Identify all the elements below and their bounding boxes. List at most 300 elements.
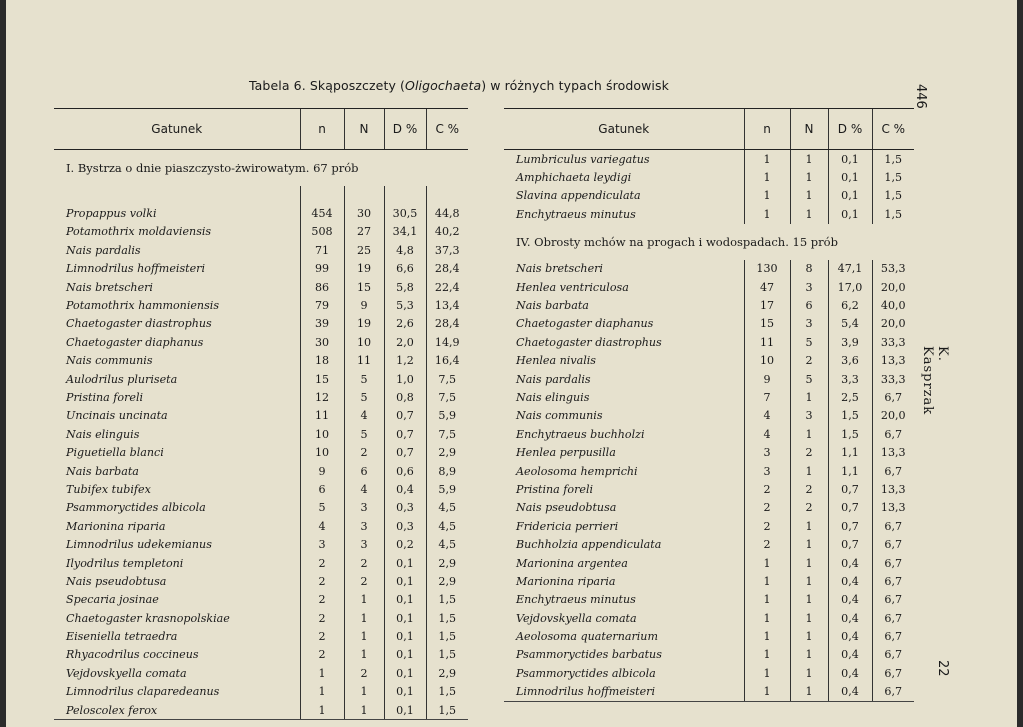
count-n: 9 xyxy=(744,370,790,388)
dominance: 3,6 xyxy=(828,352,872,370)
count-n: 6 xyxy=(300,480,344,498)
count-n: 2 xyxy=(744,499,790,517)
dominance: 0,1 xyxy=(828,150,872,169)
count-N: 2 xyxy=(790,352,828,370)
header-n: n xyxy=(300,109,344,150)
dominance: 0,1 xyxy=(384,609,426,627)
count-n: 79 xyxy=(300,296,344,314)
dominance: 5,8 xyxy=(384,278,426,296)
table-row xyxy=(504,150,914,169)
table-row xyxy=(504,591,914,609)
header-n: n xyxy=(744,109,790,150)
constancy: 28,4 xyxy=(426,260,468,278)
constancy: 13,3 xyxy=(872,480,914,498)
header-N: N xyxy=(790,109,828,150)
count-n: 454 xyxy=(300,204,344,222)
count-N: 2 xyxy=(344,664,384,682)
constancy: 6,7 xyxy=(872,517,914,535)
constancy: 6,7 xyxy=(872,609,914,627)
table-row xyxy=(504,683,914,702)
constancy: 6,7 xyxy=(872,627,914,645)
constancy: 37,3 xyxy=(426,241,468,259)
constancy: 40,0 xyxy=(872,296,914,314)
header-species: Gatunek xyxy=(504,109,744,150)
constancy: 1,5 xyxy=(872,205,914,223)
count-N: 1 xyxy=(344,609,384,627)
constancy: 6,7 xyxy=(872,664,914,682)
constancy: 7,5 xyxy=(426,370,468,388)
spacer-cell xyxy=(384,186,426,204)
section-row xyxy=(504,224,914,260)
table-row xyxy=(54,499,468,517)
table-row xyxy=(54,333,468,351)
count-N: 1 xyxy=(790,388,828,406)
count-N: 1 xyxy=(790,646,828,664)
species-name: Potamothrix hammoniensis xyxy=(66,299,220,313)
count-n: 7 xyxy=(744,388,790,406)
section-row xyxy=(54,150,468,187)
count-n: 4 xyxy=(744,407,790,425)
spacer-cell xyxy=(54,186,300,204)
header-D: D % xyxy=(828,109,872,150)
table-row xyxy=(54,701,468,720)
count-n: 1 xyxy=(744,205,790,223)
species-name: Limnodrilus claparedeanus xyxy=(66,685,220,699)
table-row xyxy=(54,554,468,572)
constancy: 5,9 xyxy=(426,480,468,498)
species-name: Nais pseudobtusa xyxy=(516,501,617,515)
constancy: 4,5 xyxy=(426,535,468,553)
table-row xyxy=(54,535,468,553)
count-N: 1 xyxy=(344,683,384,701)
count-n: 2 xyxy=(744,535,790,553)
table-row xyxy=(54,315,468,333)
spacer-cell xyxy=(300,186,344,204)
species-name: Nais elinguis xyxy=(516,390,590,404)
species-name: Henlea ventriculosa xyxy=(516,280,629,294)
dominance: 0,4 xyxy=(828,554,872,572)
constancy: 1,5 xyxy=(426,701,468,720)
species-name: Marionina riparia xyxy=(66,519,166,533)
species-name: Chaetogaster diastrophus xyxy=(516,335,662,349)
count-N: 9 xyxy=(344,296,384,314)
table-row xyxy=(54,241,468,259)
header-species: Gatunek xyxy=(54,109,300,150)
count-N: 5 xyxy=(344,370,384,388)
species-name: Chaetogaster diaphanus xyxy=(66,335,204,349)
count-n: 3 xyxy=(300,535,344,553)
count-n: 17 xyxy=(744,296,790,314)
constancy: 6,7 xyxy=(872,425,914,443)
count-n: 99 xyxy=(300,260,344,278)
species-name: Henlea perpusilla xyxy=(516,446,616,460)
count-n: 1 xyxy=(744,646,790,664)
count-N: 1 xyxy=(344,591,384,609)
dominance: 0,1 xyxy=(384,591,426,609)
count-n: 2 xyxy=(744,480,790,498)
dominance: 0,7 xyxy=(828,535,872,553)
dominance: 3,3 xyxy=(828,370,872,388)
count-N: 3 xyxy=(344,517,384,535)
constancy: 28,4 xyxy=(426,315,468,333)
constancy: 13,3 xyxy=(872,443,914,461)
count-n: 1 xyxy=(300,664,344,682)
section-title: IV. Obrosty mchów na progach i wodospadach. 15 prób xyxy=(516,234,838,249)
species-name: Psammoryctides barbatus xyxy=(516,648,662,662)
table-row xyxy=(54,517,468,535)
species-name: Nais elinguis xyxy=(66,427,140,441)
dominance: 0,2 xyxy=(384,535,426,553)
dominance: 0,4 xyxy=(828,609,872,627)
species-name: Peloscolex ferox xyxy=(54,701,300,720)
constancy: 16,4 xyxy=(426,352,468,370)
count-N: 1 xyxy=(790,591,828,609)
count-n: 47 xyxy=(744,278,790,296)
species-name: Rhyacodrilus coccineus xyxy=(66,648,199,662)
species-name: Vejdovskyella comata xyxy=(516,611,637,625)
count-N: 6 xyxy=(344,462,384,480)
table-row xyxy=(504,664,914,682)
count-N: 5 xyxy=(344,388,384,406)
count-N: 4 xyxy=(344,480,384,498)
constancy: 13,4 xyxy=(426,296,468,314)
count-N: 1 xyxy=(790,572,828,590)
count-n: 2 xyxy=(300,572,344,590)
table-row xyxy=(54,572,468,590)
table-row xyxy=(54,407,468,425)
dominance: 5,3 xyxy=(384,296,426,314)
constancy: 1,5 xyxy=(426,591,468,609)
right-table xyxy=(504,108,914,702)
dominance: 1,5 xyxy=(828,407,872,425)
table-title: Tabela 6. Skąposzczety (Oligochaeta) w różnych typach środowisk xyxy=(249,78,669,93)
count-n: 1 xyxy=(744,664,790,682)
count-n: 1 xyxy=(300,683,344,701)
species-name: Chaetogaster diaphanus xyxy=(516,317,654,331)
species-name: Limnodrilus udekemianus xyxy=(66,538,212,552)
dominance: 0,1 xyxy=(384,683,426,701)
species-name: Amphichaeta leydigi xyxy=(516,171,632,185)
count-N: 1 xyxy=(790,683,828,702)
constancy: 6,7 xyxy=(872,462,914,480)
species-name: Aeolosoma hemprichi xyxy=(516,464,638,478)
count-n: 2 xyxy=(300,591,344,609)
dominance: 3,9 xyxy=(828,333,872,351)
table-row xyxy=(504,205,914,223)
count-n: 1 xyxy=(744,572,790,590)
species-name: Nais barbata xyxy=(66,464,139,478)
header-C: C % xyxy=(426,109,468,150)
species-name: Nais pardalis xyxy=(66,243,141,257)
count-N: 1 xyxy=(790,168,828,186)
table-row xyxy=(504,572,914,590)
count-n: 30 xyxy=(300,333,344,351)
header-D: D % xyxy=(384,109,426,150)
dominance: 1,5 xyxy=(828,425,872,443)
dominance: 0,1 xyxy=(384,554,426,572)
table-row xyxy=(504,278,914,296)
count-n: 1 xyxy=(744,609,790,627)
constancy: 6,7 xyxy=(872,388,914,406)
table-row xyxy=(54,296,468,314)
count-n: 1 xyxy=(744,168,790,186)
count-N: 15 xyxy=(344,278,384,296)
count-n: 1 xyxy=(300,701,344,720)
count-n: 11 xyxy=(300,407,344,425)
table-row xyxy=(54,443,468,461)
count-N: 1 xyxy=(790,664,828,682)
count-n: 4 xyxy=(744,425,790,443)
constancy: 7,5 xyxy=(426,425,468,443)
side-number: 22 xyxy=(935,660,950,677)
species-name: Nais barbata xyxy=(516,299,589,313)
dominance: 0,1 xyxy=(384,646,426,664)
table-row xyxy=(504,443,914,461)
left-table xyxy=(54,108,468,720)
table-row xyxy=(54,664,468,682)
species-name: Potamothrix moldaviensis xyxy=(66,225,212,239)
count-N: 1 xyxy=(790,205,828,223)
constancy: 2,9 xyxy=(426,664,468,682)
table-row xyxy=(504,370,914,388)
table-row xyxy=(504,260,914,278)
constancy: 53,3 xyxy=(872,260,914,278)
count-n: 2 xyxy=(300,609,344,627)
dominance: 0,4 xyxy=(828,664,872,682)
constancy: 1,5 xyxy=(872,150,914,169)
constancy: 33,3 xyxy=(872,370,914,388)
dominance: 0,7 xyxy=(384,443,426,461)
count-N: 1 xyxy=(344,701,384,720)
constancy: 7,5 xyxy=(426,388,468,406)
species-name: Aulodrilus pluriseta xyxy=(66,372,178,386)
species-name: Buchholzia appendiculata xyxy=(516,538,662,552)
table-row xyxy=(504,609,914,627)
count-N: 30 xyxy=(344,204,384,222)
species-name: Aeolosoma quaternarium xyxy=(516,630,658,644)
count-N: 3 xyxy=(790,315,828,333)
species-name: Slavina appendiculata xyxy=(516,189,641,203)
constancy: 13,3 xyxy=(872,352,914,370)
constancy: 6,7 xyxy=(872,591,914,609)
dominance: 2,5 xyxy=(828,388,872,406)
constancy: 2,9 xyxy=(426,554,468,572)
dominance: 0,6 xyxy=(384,462,426,480)
dominance: 0,7 xyxy=(828,480,872,498)
count-n: 130 xyxy=(744,260,790,278)
constancy: 22,4 xyxy=(426,278,468,296)
table-row xyxy=(504,168,914,186)
species-name: Enchytraeus buchholzi xyxy=(516,427,645,441)
species-name: Pristina foreli xyxy=(516,482,594,496)
spacer-row xyxy=(54,186,468,204)
count-n: 2 xyxy=(300,646,344,664)
count-N: 6 xyxy=(790,296,828,314)
count-n: 15 xyxy=(300,370,344,388)
count-N: 4 xyxy=(344,407,384,425)
count-n: 18 xyxy=(300,352,344,370)
species-name: Lumbriculus variegatus xyxy=(516,152,650,166)
count-N: 1 xyxy=(790,187,828,205)
count-N: 1 xyxy=(790,517,828,535)
count-N: 2 xyxy=(790,443,828,461)
species-name: Psammoryctides albicola xyxy=(66,501,206,515)
table-row xyxy=(504,296,914,314)
species-name: Nais communis xyxy=(516,409,603,423)
constancy: 44,8 xyxy=(426,204,468,222)
count-n: 508 xyxy=(300,223,344,241)
species-name: Tubifex tubifex xyxy=(66,482,151,496)
table-row xyxy=(54,609,468,627)
constancy: 6,7 xyxy=(872,646,914,664)
count-N: 25 xyxy=(344,241,384,259)
dominance: 0,3 xyxy=(384,517,426,535)
dominance: 0,4 xyxy=(828,646,872,664)
constancy: 6,7 xyxy=(872,572,914,590)
dominance: 0,4 xyxy=(828,572,872,590)
count-n: 39 xyxy=(300,315,344,333)
count-N: 1 xyxy=(344,646,384,664)
count-N: 11 xyxy=(344,352,384,370)
count-N: 1 xyxy=(790,462,828,480)
dominance: 2,0 xyxy=(384,333,426,351)
constancy: 6,7 xyxy=(872,554,914,572)
count-N: 1 xyxy=(790,425,828,443)
table-row xyxy=(504,462,914,480)
count-n: 10 xyxy=(744,352,790,370)
count-N: 2 xyxy=(790,499,828,517)
dominance: 0,1 xyxy=(384,701,426,720)
species-name: Nais bretscheri xyxy=(66,280,153,294)
count-n: 2 xyxy=(300,554,344,572)
constancy: 1,5 xyxy=(426,646,468,664)
dominance: 30,5 xyxy=(384,204,426,222)
count-N: 19 xyxy=(344,260,384,278)
table-row xyxy=(54,370,468,388)
count-n: 1 xyxy=(744,683,790,702)
species-name: Marionina argentea xyxy=(516,556,628,570)
count-N: 1 xyxy=(790,627,828,645)
species-name: Eiseniella tetraedra xyxy=(66,630,178,644)
dominance: 4,8 xyxy=(384,241,426,259)
dominance: 0,1 xyxy=(384,572,426,590)
spacer-cell xyxy=(426,186,468,204)
species-name: Nais bretscheri xyxy=(516,262,603,276)
dominance: 0,1 xyxy=(384,664,426,682)
species-name: Limnodrilus hoffmeisteri xyxy=(504,683,744,702)
dominance: 6,6 xyxy=(384,260,426,278)
species-name: Fridericia perrieri xyxy=(516,519,619,533)
section-title: I. Bystrza o dnie piaszczysto-żwirowatym. 67 prób xyxy=(66,161,359,175)
spacer-cell xyxy=(344,186,384,204)
table-row xyxy=(54,646,468,664)
table-row xyxy=(504,535,914,553)
table-row xyxy=(504,187,914,205)
species-name: Ilyodrilus templetoni xyxy=(66,556,184,570)
count-n: 10 xyxy=(300,443,344,461)
species-name: Henlea nivalis xyxy=(516,354,597,368)
table-row xyxy=(54,352,468,370)
table-row xyxy=(504,627,914,645)
count-n: 1 xyxy=(744,591,790,609)
count-n: 3 xyxy=(744,462,790,480)
count-n: 15 xyxy=(744,315,790,333)
count-N: 2 xyxy=(344,554,384,572)
count-N: 5 xyxy=(344,425,384,443)
table-row xyxy=(54,204,468,222)
count-n: 5 xyxy=(300,499,344,517)
constancy: 8,9 xyxy=(426,462,468,480)
count-n: 1 xyxy=(744,187,790,205)
table-row xyxy=(54,278,468,296)
dominance: 0,7 xyxy=(384,425,426,443)
dominance: 0,8 xyxy=(384,388,426,406)
count-N: 2 xyxy=(344,443,384,461)
table-row xyxy=(504,407,914,425)
constancy: 1,5 xyxy=(426,683,468,701)
count-N: 1 xyxy=(790,150,828,169)
table-row xyxy=(54,388,468,406)
count-N: 5 xyxy=(790,333,828,351)
count-N: 3 xyxy=(790,407,828,425)
species-name: Uncinais uncinata xyxy=(66,409,168,423)
table-row xyxy=(54,260,468,278)
count-N: 1 xyxy=(790,554,828,572)
constancy: 20,0 xyxy=(872,278,914,296)
count-N: 19 xyxy=(344,315,384,333)
table-row xyxy=(504,388,914,406)
species-name: Nais pseudobtusa xyxy=(66,574,167,588)
table-row xyxy=(504,646,914,664)
dominance: 0,7 xyxy=(828,517,872,535)
species-name: Pristina foreli xyxy=(66,390,144,404)
header-N: N xyxy=(344,109,384,150)
count-n: 11 xyxy=(744,333,790,351)
dominance: 1,2 xyxy=(384,352,426,370)
species-name: Nais communis xyxy=(66,354,153,368)
count-N: 2 xyxy=(790,480,828,498)
species-name: Limnodrilus hoffmeisteri xyxy=(66,262,206,276)
constancy: 1,5 xyxy=(426,627,468,645)
species-name: Nais pardalis xyxy=(516,372,591,386)
table-row xyxy=(504,425,914,443)
dominance: 0,7 xyxy=(384,407,426,425)
dominance: 34,1 xyxy=(384,223,426,241)
dominance: 2,6 xyxy=(384,315,426,333)
table-row xyxy=(54,462,468,480)
constancy: 4,5 xyxy=(426,517,468,535)
dominance: 0,1 xyxy=(828,168,872,186)
table-row xyxy=(504,352,914,370)
constancy: 6,7 xyxy=(872,535,914,553)
count-N: 27 xyxy=(344,223,384,241)
table-row xyxy=(504,517,914,535)
count-N: 5 xyxy=(790,370,828,388)
dominance: 0,1 xyxy=(828,187,872,205)
constancy: 6,7 xyxy=(872,683,914,702)
species-name: Piguetiella blanci xyxy=(66,446,164,460)
count-n: 3 xyxy=(744,443,790,461)
count-N: 3 xyxy=(344,535,384,553)
species-name: Specaria josinae xyxy=(66,593,159,607)
dominance: 5,4 xyxy=(828,315,872,333)
constancy: 1,5 xyxy=(872,168,914,186)
dominance: 1,1 xyxy=(828,462,872,480)
dominance: 0,7 xyxy=(828,499,872,517)
table-row xyxy=(504,554,914,572)
table-row xyxy=(54,223,468,241)
count-N: 2 xyxy=(344,572,384,590)
